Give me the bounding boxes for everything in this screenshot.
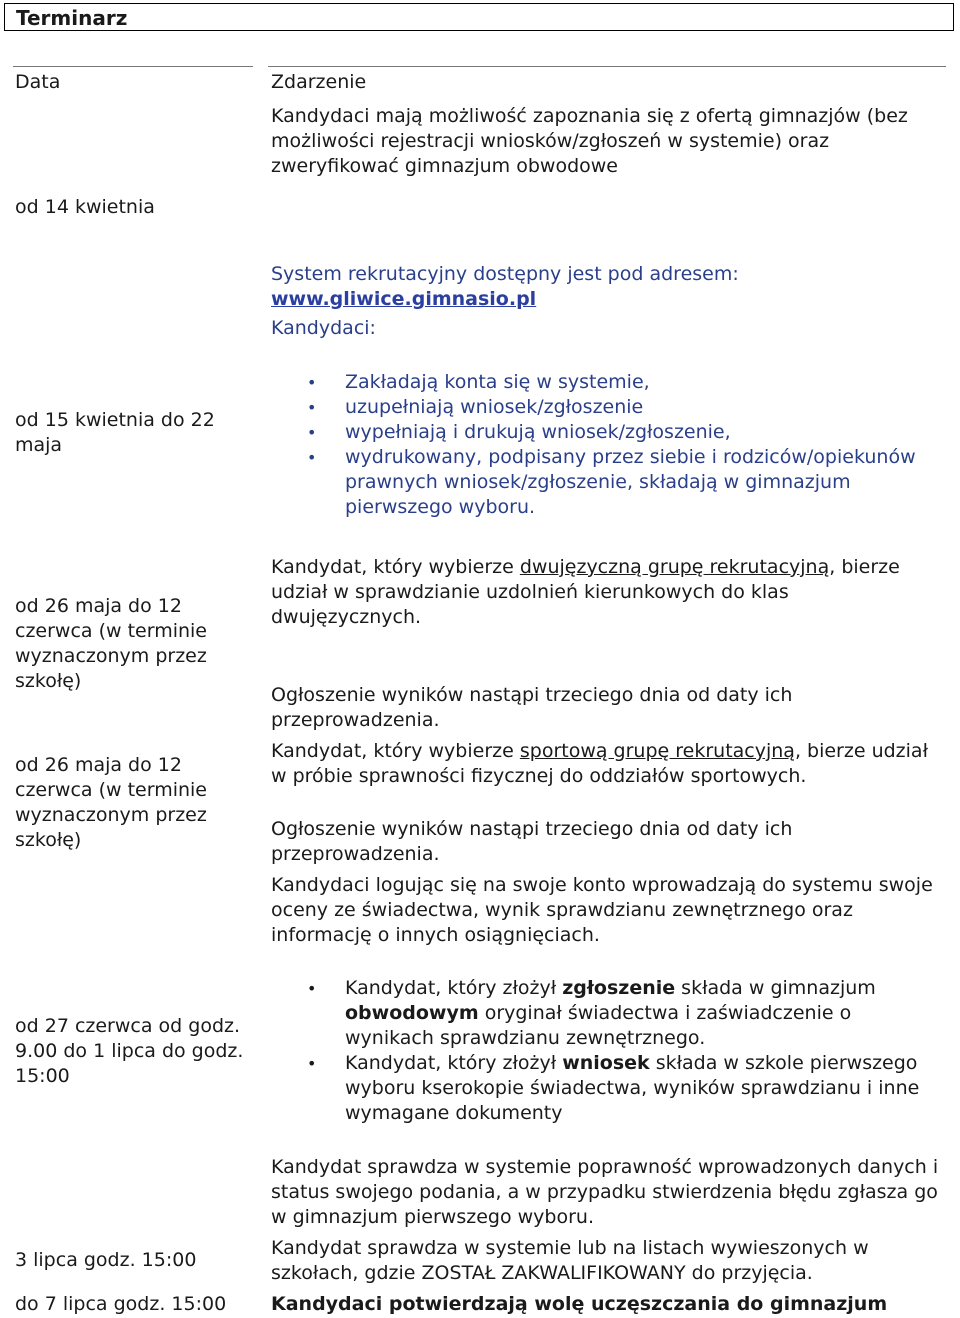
bold-wniosek: wniosek [562, 1052, 650, 1074]
row1-date: od 14 kwietnia [15, 196, 155, 218]
row6-event: Kandydat sprawdza w systemie lub na listach wywieszonych w szkołach, gdzie ZOSTAŁ ZAKWALIFIKOWANY do przyjęcia. [271, 1237, 869, 1284]
row4-date: od 26 maja do 12 czerwca (w terminie wyznaczonym przez szkołę) [15, 754, 207, 851]
row7-event: Kandydaci potwierdzają wolę uczęszczania do gimnazjum [271, 1293, 888, 1315]
row4-p2: Ogłoszenie wyników nastąpi trzeciego dnia od daty ich przeprowadzenia. [271, 818, 793, 865]
row2-date-line2: maja [15, 434, 63, 456]
row2-system-text [271, 262, 951, 312]
text-span: Kandydat, który złożył [345, 1052, 563, 1074]
row6-date: 3 lipca godz. 15:00 [15, 1249, 197, 1271]
row3-p2: Ogłoszenie wyników nastąpi trzeciego dnia od daty ich przeprowadzenia. [271, 684, 793, 731]
row1-event: Kandydaci mają możliwość zapoznania się z ofertą gimnazjów (bez możliwości rejestracji wniosków/zgłoszeń w systemie) oraz zweryfikować gimnazjum obwodowe [271, 105, 908, 177]
row5-bullets [271, 976, 931, 1126]
row7-date: do 7 lipca godz. 15:00 [15, 1293, 227, 1315]
title-box [4, 3, 954, 31]
system-text: System rekrutacyjny dostępny jest pod adresem: [271, 263, 739, 285]
row2-bullets [271, 370, 921, 520]
page-title: Terminarz [16, 6, 128, 30]
text-span: Kandydat, który wybierze [271, 740, 520, 762]
sports-group: sportową grupę rekrutacyjną [519, 740, 795, 762]
row2-date-line1: od 15 kwietnia do 22 [15, 409, 215, 431]
text-span: składa w gimnazjum [675, 977, 876, 999]
dual-language-group: dwujęzyczną grupę rekrutacyjną [519, 556, 830, 578]
text-span: , bierze udział w sprawdzianie uzdolnień kierunkowych do klas dwujęzycznych. [271, 556, 900, 628]
bold-obwodowym: obwodowym [345, 1002, 479, 1024]
row4-p3: Kandydaci logując się na swoje konto wprowadzają do systemu swoje oceny ze świadectwa, wynik sprawdzianu zewnętrznego oraz informację o innych osiągnięciach. [271, 874, 933, 946]
bullet-item: • wypełniają i drukują wniosek/zgłoszenie, [271, 420, 921, 445]
bullet-item [271, 1051, 931, 1126]
row5-date: od 27 czerwca od godz. 9.00 do 1 lipca do godz. 15:00 [15, 1015, 244, 1087]
bullet-item: • uzupełniają wniosek/zgłoszenie [271, 395, 921, 420]
text-span: , bierze udział w próbie sprawności fizycznej do oddziałów sportowych. [271, 740, 928, 787]
system-link[interactable]: www.gliwice.gimnasio.pl [271, 288, 537, 310]
header-event: Zdarzenie [271, 71, 367, 93]
row3-p1 [271, 555, 941, 630]
text-span: Kandydat, który złożył [345, 977, 563, 999]
bullet-item [271, 976, 931, 1051]
header-rule-date [13, 66, 253, 67]
text-span: Kandydat, który wybierze [271, 556, 520, 578]
text-span: składa w szkole pierwszego wyboru kserokopie świadectwa, wyników sprawdzianu i inne wymagane dokumenty [345, 1052, 920, 1124]
row3-date: od 26 maja do 12 czerwca (w terminie wyznaczonym przez szkołę) [15, 595, 207, 692]
row2-date [15, 408, 255, 458]
row5-after: Kandydat sprawdza w systemie poprawność wprowadzonych danych i status swojego podania, a w przypadku stwierdzenia błędu zgłasza go w gimnazjum pierwszego wyboru. [271, 1156, 939, 1228]
text-span: oryginał świadectwa i zaświadczenie o wynikach sprawdzianu zewnętrznego. [345, 1002, 852, 1049]
bold-zgloszenie: zgłoszenie [562, 977, 676, 999]
header-rule-event [268, 66, 946, 67]
bullet-item: • wydrukowany, podpisany przez siebie i rodziców/opiekunów prawnych wniosek/zgłoszenie, składają w gimnazjum pierwszego wyboru. [271, 445, 921, 520]
header-date: Data [15, 71, 61, 93]
row4-p1 [271, 739, 941, 789]
row2-kandydaci: Kandydaci: [271, 317, 376, 339]
bullet-item: • Zakładają konta się w systemie, [271, 370, 921, 395]
